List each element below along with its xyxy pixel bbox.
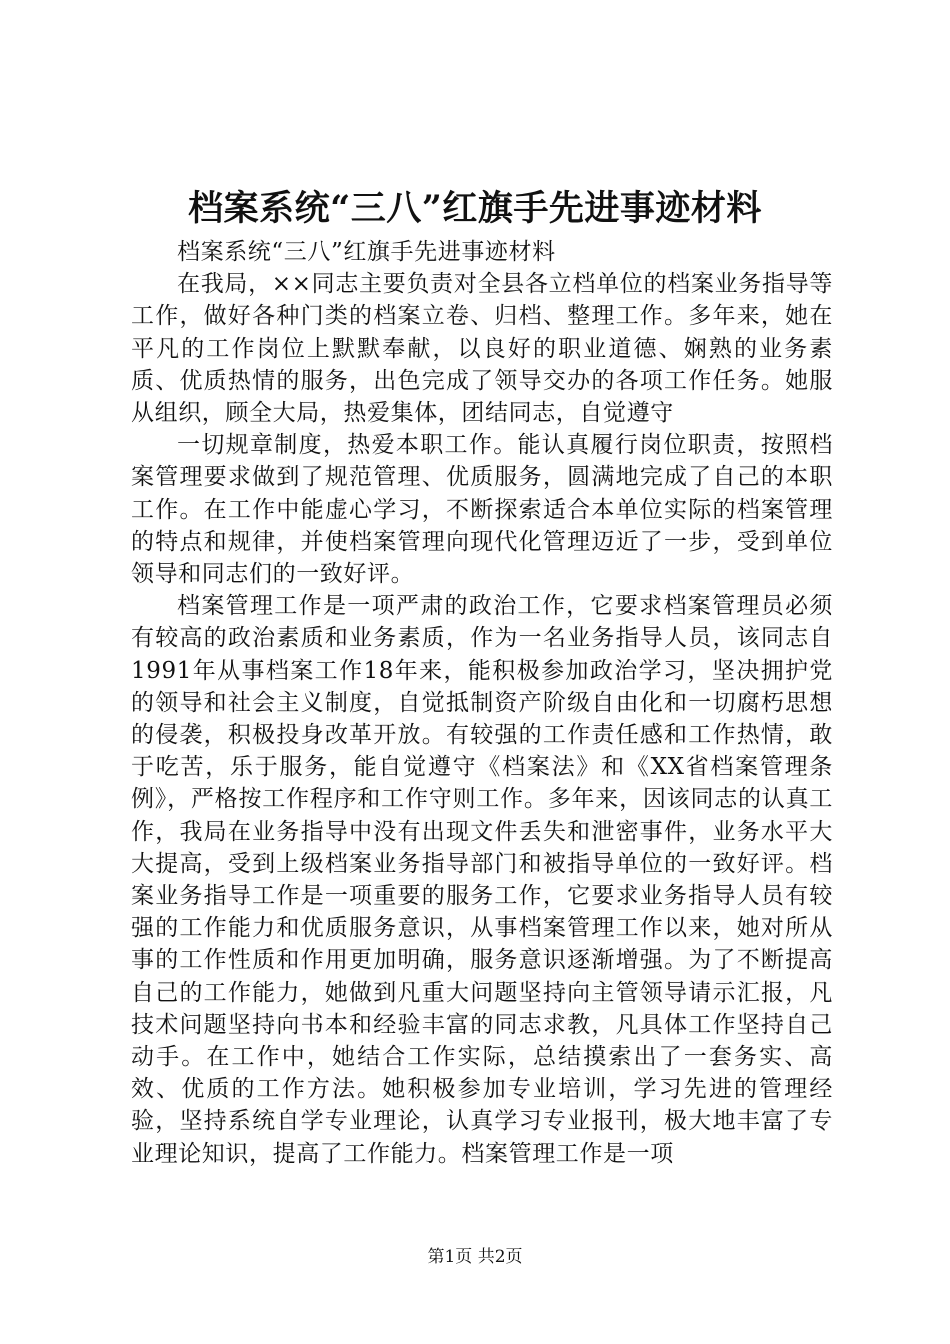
document-subtitle: 档案系统“三八”红旗手先进事迹材料 [177, 239, 556, 265]
paragraph-3: 档案管理工作是一项严肃的政治工作，它要求档案管理员必须有较高的政治素质和业务素质，作为一名业务指导人员，该同志自1991年从事档案工作18年来，能积极参加政治学习，坚决拥护党的领导和社会主义制度，自觉抵制资产阶级自由化和一切腐朽思想的侵袭，积极投身改革开放。有较强的工作责任感和工作热情，敢于吃苦，乐于服务，能自觉遵守《档案法》和《XX省档案管理条例》，严格按工作程序和工作守则工作。多年来，因该同志的认真工作，我局在业务指导中没有出现文件丢失和泄密事件，业务水平大大提高，受到上级档案业务指导部门和被指导单位的一致好评。档案业务指导工作是一项重要的服务工作，它要求业务指导人员有较强的工作能力和优质服务意识，从事档案管理工作以来，她对所从事的工作性质和作用更加明确，服务意识逐渐增强。为了不断提高自己的工作能力，她做到凡重大问题坚持向主管领导请示汇报，凡技术问题坚持向书本和经验丰富的同志求教，凡具体工作坚持自己动手。在工作中，她结合工作实际，总结摸索出了一套务实、高效、优质的工作方法。她积极参加专业培训，学习先进的管理经验，坚持系统自学专业理论，认真学习专业报刊，极大地丰富了专业理论知识，提高了工作能力。档案管理工作是一项 [131, 593, 833, 1167]
paragraph-1: 在我局，××同志主要负责对全县各立档单位的档案业务指导等工作，做好各种门类的档案立卷、归档、整理工作。多年来，她在平凡的工作岗位上默默奉献，以良好的职业道德、娴熟的业务素质、优质热情的服务，出色完成了领导交办的各项工作任务。她服从组织，顾全大局，热爱集体，团结同志，自觉遵守 [131, 271, 833, 427]
document-body [131, 236, 833, 1170]
document-title: 档案系统“三八”红旗手先进事迹材料 [188, 188, 762, 229]
page-number-footer: 第1页 共2页 [427, 1247, 523, 1267]
paragraph-2: 一切规章制度，热爱本职工作。能认真履行岗位职责，按照档案管理要求做到了规范管理、优质服务，圆满地完成了自己的本职工作。在工作中能虚心学习，不断探索适合本单位实际的档案管理的特点和规律，并使档案管理向现代化管理迈近了一步，受到单位领导和同志们的一致好评。 [131, 432, 833, 588]
